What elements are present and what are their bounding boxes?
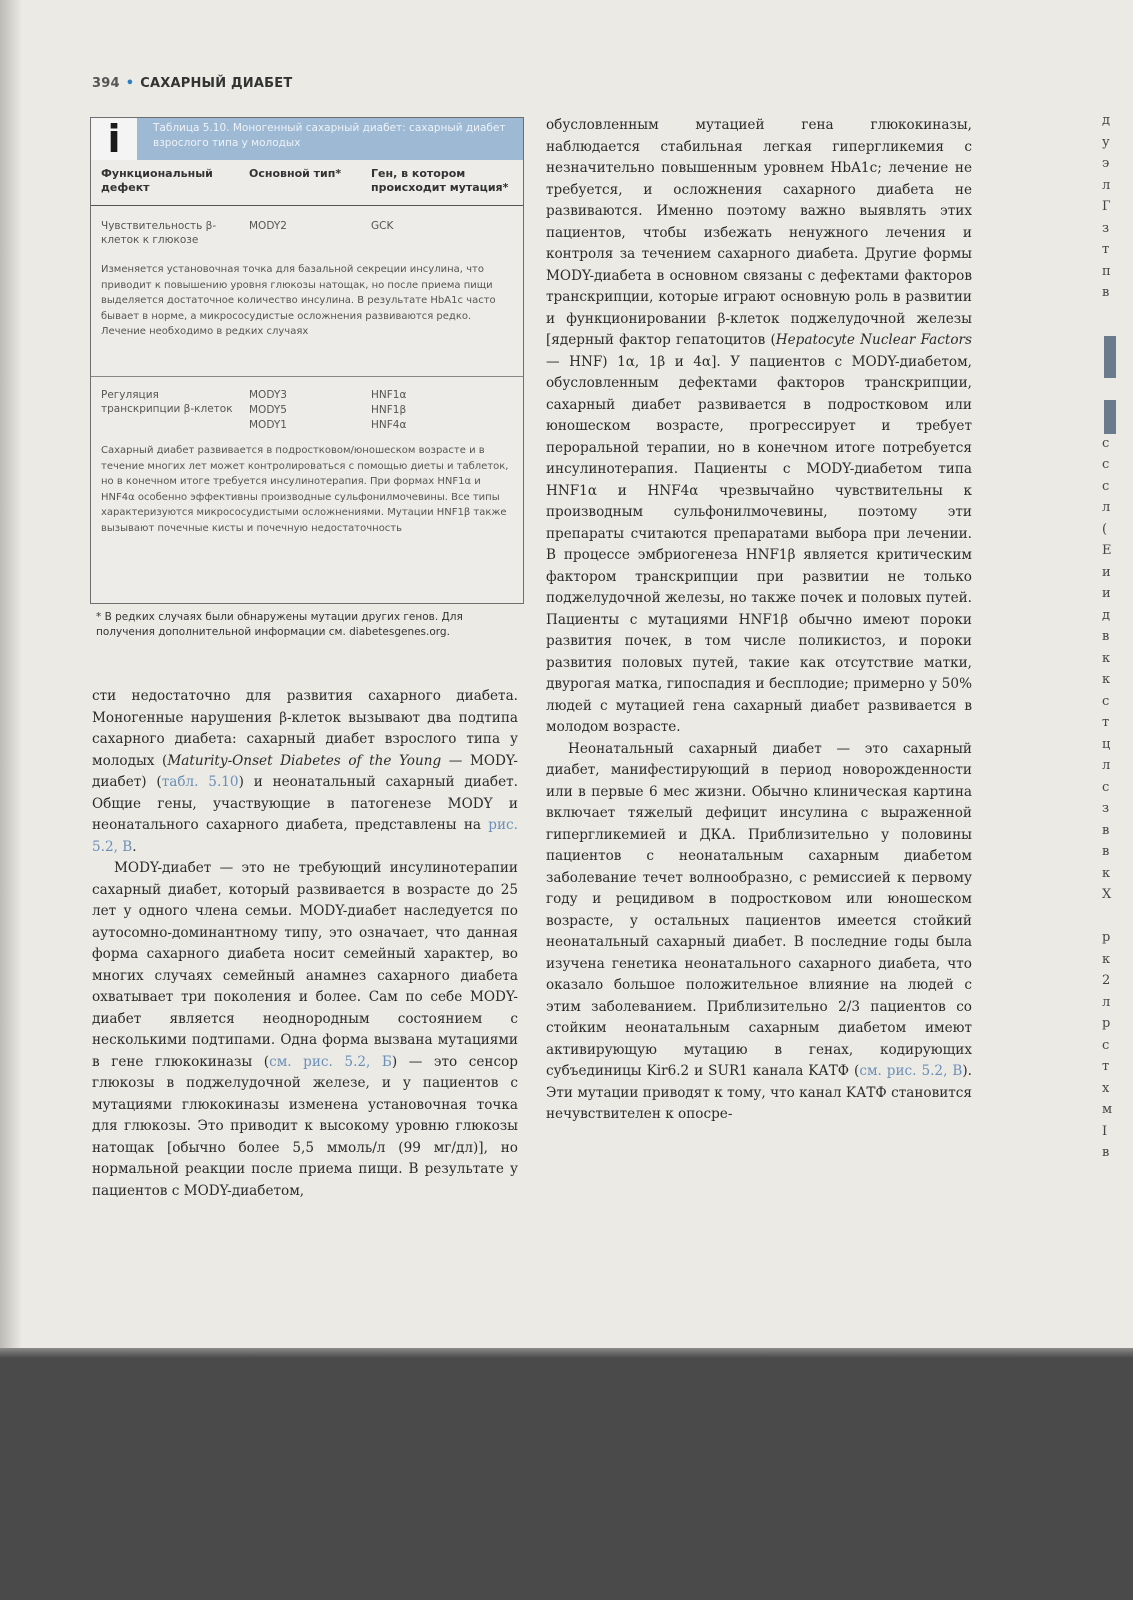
facing-page-letter: к — [1102, 951, 1111, 967]
facing-page-letter: Г — [1102, 199, 1111, 214]
facing-page-letter: х — [1102, 1080, 1110, 1096]
row2-defect: Регуляция транскрипции β-клеток — [101, 389, 233, 415]
facing-page-letter: ц — [1102, 736, 1111, 752]
facing-page-tab — [1104, 400, 1116, 434]
facing-page-letter: и — [1102, 586, 1111, 601]
table-title-bar — [91, 118, 523, 160]
facing-page-letter: т — [1102, 715, 1110, 730]
facing-page-letter: с — [1102, 693, 1110, 709]
row2-gene-3: HNF4α — [371, 419, 407, 431]
row2-type-1: MODY3 — [249, 389, 287, 401]
row1-note: Изменяется установочная точка для базальной секреции инсулина, что приводит к повышению уровня глюкозы натощак, но после приема пищи выделяется достаточное количество инсулина. В результате HbA1c часто бывает в норме, а микрососудистые осложнения развиваются редко. Лечение необходимо в редких случаях — [101, 264, 496, 337]
page-number: 394 — [92, 76, 120, 91]
row1-type: MODY2 — [249, 220, 287, 232]
facing-page-tab — [1104, 336, 1116, 378]
info-icon: i — [91, 118, 137, 160]
facing-page-letter: д — [1102, 113, 1111, 128]
right-text-column — [546, 115, 972, 1126]
facing-page-letter: в — [1102, 1145, 1110, 1160]
facing-page-letter: Е — [1102, 543, 1112, 558]
facing-page-letter: л — [1102, 177, 1111, 193]
facing-page-letter: м — [1102, 1102, 1113, 1117]
table-column-headers — [91, 160, 523, 206]
facing-page-letter: и — [1102, 564, 1111, 580]
column-header-gene: Ген, в котором происходит мутация* — [371, 167, 509, 194]
facing-page-letter: к — [1102, 650, 1111, 666]
paragraph: сти недостаточно для развития сахарного диабета. Моногенные нарушения β-клеток вызывают два подтипа сахарного диабета: сахарный диабет взрослого типа у молодых (Maturity-Onset Diabetes of the Young — MODY-диабет) (табл. 5.10) и неонатальный сахарный диабет. Общие гены, участвующие в патогенезе MODY и неонатального сахарного диабета, представлены на рис. 5.2, В. — [92, 688, 518, 855]
facing-page-letter: с — [1102, 1037, 1110, 1053]
facing-page-letter: у — [1102, 134, 1110, 150]
facing-page-letter: в — [1102, 822, 1110, 838]
paragraph: обусловленным мутацией гена глюкокиназы, наблюдается стабильная легкая гипергликемия с незначительно повышенным уровнем HbA1c; лечение не требуется, и осложнения сахарного диабета не развиваются. Именно поэтому важно выявлять этих пациентов, чтобы избежать ненужного лечения и контроля за течением сахарного диабета. Другие формы MODY-диабета в основном связаны с дефектами факторов транскрипции, которые играют основную роль в развитии и функционировании β-клеток поджелудочной железы [ядерный фактор гепатоцитов (Hepatocyte Nuclear Factors — HNF) 1α, 1β и 4α]. У пациентов с MODY-диабетом, обусловленным дефектами факторов транскрипции, сахарный диабет развивается в подростковом или юношеском возрасте, прогрессирует и требует пероральной терапии, но в конечном итоге потребуется инсулинотерапия. Пациенты с MODY-диабетом типа HNF1α и HNF4α чрезвычайно чувствительны к производным сульфонилмочевины, поэтому эти препараты считаются препаратами выбора при лечении. В процессе эмбриогенеза HNF1β является критическим фактором транскрипции при развитии не только поджелудочной железы, но также почек и половых путей. Пациенты с мутациями HNF1β обычно имеют пороки развития почек, в том числе поликистоз, и пороки развития половых путей, такие как отсутствие матки, двурогая матка, гипоспадия и бесплодие; примерно у 50% людей с мутацией гена сахарный диабет развивается в молодом возрасте. — [546, 117, 973, 735]
facing-page-letter: I — [1102, 1123, 1108, 1139]
facing-page-edge — [1102, 110, 1133, 1164]
row2-gene-2: HNF1β — [371, 404, 407, 416]
facing-page-letter: л — [1102, 994, 1111, 1010]
row2-type-2: MODY5 — [249, 404, 287, 416]
column-header-type: Основной тип* — [249, 167, 342, 180]
facing-page-letter — [1102, 304, 1133, 326]
facing-page-letter — [1102, 906, 1133, 928]
row2-gene-1: HNF1α — [371, 389, 407, 401]
left-text-column — [92, 686, 518, 1202]
paragraph: Неонатальный сахарный диабет — это сахарный диабет, манифестирующий в период новорожденности или в первые 6 мес жизни. Обычно клиническая картина включает тяжелый дефицит инсулина с выраженной гипергликемией и ДКА. Приблизительно у половины пациентов с неонатальным сахарным диабетом заболевание течет волнообразно, с ремиссией к первому году и рецидивом в подростковом или юношеском возрасте, у остальных пациентов имеется стойкий неонатальный сахарный диабет. В последние годы была изучена генетика неонатального сахарного диабета, что оказало большое положительное влияние на людей с этим заболеванием. Приблизительно 2/3 пациентов со стойким неонатальным сахарным диабетом имеют активирующую мутацию в генах, кодирующих субъединицы Kir6.2 и SUR1 канала KАТФ (см. рис. 5.2, В). Эти мутации приводят к тому, что канал KАТФ становится нечувствителен к опосре- — [546, 740, 972, 1122]
facing-page-letter: с — [1102, 478, 1110, 494]
facing-page-letter: п — [1102, 263, 1111, 279]
facing-page-letter: т — [1102, 1059, 1110, 1074]
row-divider — [91, 376, 523, 377]
header-separator: • — [125, 76, 135, 91]
facing-page-letter: л — [1102, 758, 1111, 773]
paragraph: MODY-диабет — это не требующий инсулинотерапии сахарный диабет, который развивается в возрасте до 25 лет у одного члена семьи. MODY-диабет наследуется по аутосомно-доминантному типу, это означает, что данная форма сахарного диабета носит семейный характер, во многих случаях семейный анамнез сахарного диабета охватывает три поколения и более. Сам по себе MODY-диабет является неоднородным состоянием с несколькими подтипами. Одна форма вызвана мутациями в гене глюкокиназы (см. рис. 5.2, Б) — это сенсор глюкозы в поджелудочной железе, и у пациентов с мутациями глюкокиназы изменена установочная точка для глюкозы. Это приводит к высокому уровню глюкозы натощак [обычно более 5,5 ммоль/л (99 мг/дл)], но нормальной реакции после приема пищи. В результате у пациентов с MODY-диабетом, — [92, 860, 518, 1199]
facing-page-letter: л — [1102, 500, 1111, 515]
facing-page-letter: р — [1102, 930, 1111, 945]
row2-note: Сахарный диабет развивается в подростковом/юношеском возрасте и в течение многих лет может контролироваться с помощью диеты и таблеток, но в конечном итоге требуется инсулинотерапия. При формах HNF1α и HNF4α особенно эффективны производные сульфонилмочевины. Все типы характеризуются микрососудистыми осложнениями. Мутации HNF1β также вызывают почечные кисты и почечную недостаточность — [101, 445, 509, 534]
facing-page-letter: в — [1102, 844, 1110, 859]
page-edge — [0, 1348, 1133, 1358]
facing-page-letter: с — [1102, 779, 1110, 795]
running-header — [92, 76, 292, 91]
facing-page-letter: з — [1102, 801, 1110, 816]
figure-reference-link[interactable]: рис. 5.2, В — [92, 817, 518, 855]
spine-shadow — [0, 0, 22, 1350]
facing-page-letter: з — [1102, 220, 1110, 236]
figure-reference-link[interactable]: см. рис. 5.2, Б — [269, 1053, 392, 1070]
row1-defect: Чувствительность β-клеток к глюкозе — [101, 220, 217, 246]
row1-gene: GCK — [371, 220, 394, 232]
facing-page-letter: к — [1102, 865, 1111, 881]
table-5-10 — [90, 117, 524, 604]
scanner-background — [0, 1348, 1133, 1600]
figure-reference-link[interactable]: см. рис. 5.2, В — [859, 1063, 963, 1079]
facing-page-letter: д — [1102, 607, 1111, 623]
row2-type-3: MODY1 — [249, 419, 287, 431]
facing-page-letter: в — [1102, 629, 1110, 644]
facing-page-letter: э — [1102, 156, 1110, 171]
facing-page-letter: с — [1102, 435, 1110, 451]
table-caption: Таблица 5.10. Моногенный сахарный диабет: сахарный диабет взрослого типа у молодых — [153, 122, 506, 149]
facing-page-letter: 2 — [1102, 973, 1111, 988]
facing-page-letter: р — [1102, 1016, 1111, 1031]
facing-page-letter: ( — [1102, 521, 1108, 537]
facing-page-letter: в — [1102, 285, 1110, 300]
facing-page-letter: Х — [1102, 887, 1112, 902]
facing-page-letters — [1102, 110, 1133, 1164]
column-header-defect: Функциональный дефект — [101, 167, 213, 194]
table-footnote: * В редких случаях были обнаружены мутации других генов. Для получения дополнительной информации см. diabetesgenes.org. — [96, 611, 463, 638]
facing-page-letter: с — [1102, 457, 1110, 472]
facing-page-letter: т — [1102, 242, 1110, 257]
section-title: САХАРНЫЙ ДИАБЕТ — [140, 76, 293, 91]
facing-page-letter: к — [1102, 672, 1111, 687]
table-reference-link[interactable]: табл. 5.10 — [161, 774, 239, 790]
